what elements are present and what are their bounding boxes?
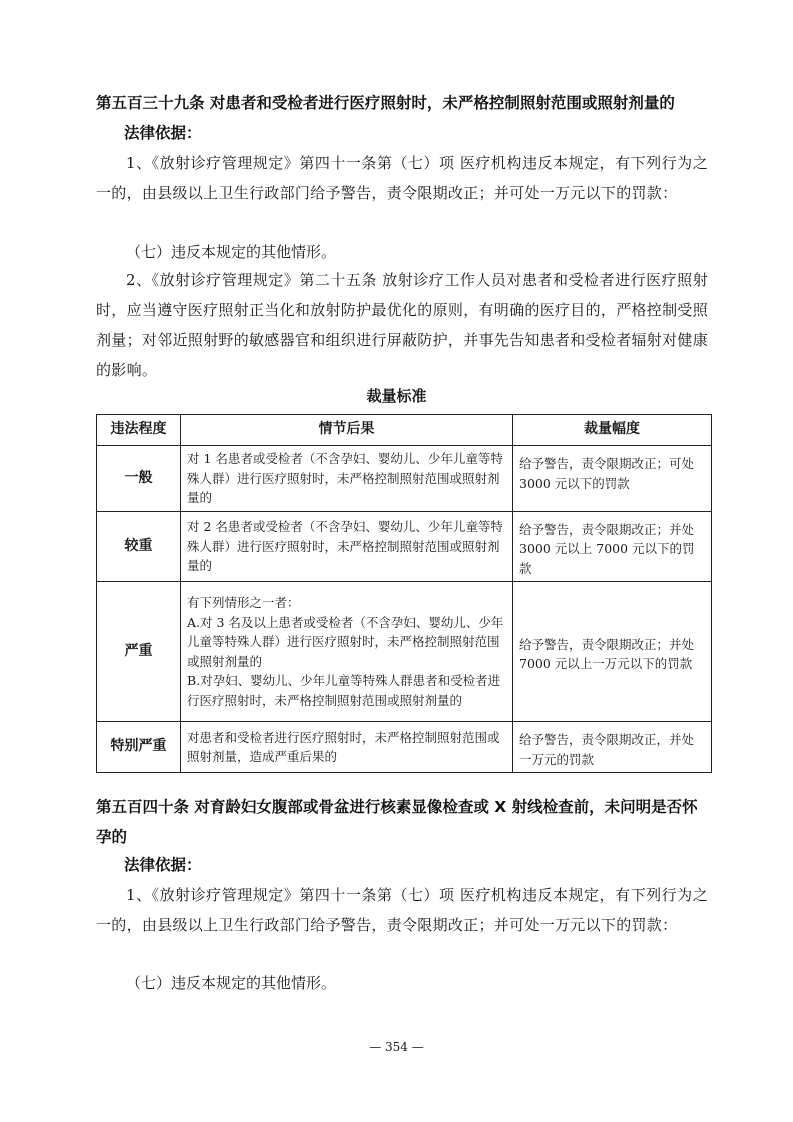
table-row xyxy=(97,582,712,722)
article-540-para-1-item: （七）违反本规定的其他情形。 xyxy=(126,974,337,992)
row-penalty: 给予警告，责令限期改正，并处一万元的罚款 xyxy=(513,722,712,773)
table-row xyxy=(97,511,712,582)
row-plot: 有下列情形之一者： A.对 3 名及以上患者或受检者（不含孕妇、婴幼儿、少年儿童等特殊人群）进行医疗照射时，未严格控制照射范围或照射剂量的 B.对孕妇、婴幼儿、少年儿童等特殊人群患者和受检者进行医疗照射时，未严格控制照射范围或照射剂量的 xyxy=(181,582,513,722)
page-number: — 354 — xyxy=(369,1040,424,1054)
table-header-row xyxy=(97,415,712,446)
row-level: 较重 xyxy=(97,511,181,582)
row-level: 一般 xyxy=(97,446,181,512)
article-540-legal-basis-label: 法律依据： xyxy=(124,856,202,874)
row-penalty: 给予警告，责令限期改正；可处 3000 元以下的罚款 xyxy=(513,446,712,512)
article-539-legal-basis-label: 法律依据： xyxy=(124,124,202,142)
table-row xyxy=(97,722,712,773)
penalty-standard-table xyxy=(96,414,712,773)
article-540-title: 第五百四十条 对育龄妇女腹部或骨盆进行核素显像检查或 X 射线检查前，未问明是否怀孕的 xyxy=(96,798,698,846)
header-penalty: 裁量幅度 xyxy=(513,415,712,446)
header-level: 违法程度 xyxy=(97,415,181,446)
article-539-para-2: 2、《放射诊疗管理规定》第二十五条 放射诊疗工作人员对患者和受检者进行医疗照射时，应当遵守医疗照射正当化和放射防护最优化的原则，有明确的医疗目的，严格控制受照剂量；对邻近照射野的敏感器官和组织进行屏蔽防护，并事先告知患者和受检者辐射对健康的影响。 xyxy=(96,271,709,379)
row-plot: 对 1 名患者或受检者（不含孕妇、婴幼儿、少年儿童等特殊人群）进行医疗照射时，未严格控制照射范围或照射剂量的 xyxy=(181,446,513,512)
article-539-title: 第五百三十九条 对患者和受检者进行医疗照射时，未严格控制照射范围或照射剂量的 xyxy=(96,94,675,112)
row-penalty: 给予警告，责令限期改正；并处 7000 元以上一万元以下的罚款 xyxy=(513,582,712,722)
table-row xyxy=(97,446,712,512)
row-penalty: 给予警告，责令限期改正；并处 3000 元以上 7000 元以下的罚款 xyxy=(513,511,712,582)
article-539-para-1: 1、《放射诊疗管理规定》第四十一条第（七）项 医疗机构违反本规定，有下列行为之一的，由县级以上卫生行政部门给予警告，责令限期改正；并可处一万元以下的罚款： xyxy=(96,154,708,202)
article-539-para-1-item: （七）违反本规定的其他情形。 xyxy=(126,243,337,261)
row-level: 特别严重 xyxy=(97,722,181,773)
header-plot: 情节后果 xyxy=(181,415,513,446)
row-level: 严重 xyxy=(97,582,181,722)
table-title: 裁量标准 xyxy=(366,387,427,405)
article-540-para-1: 1、《放射诊疗管理规定》第四十一条第（七）项 医疗机构违反本规定，有下列行为之一的，由县级以上卫生行政部门给予警告，责令限期改正；并可处一万元以下的罚款： xyxy=(96,886,708,934)
row-plot: 对患者和受检者进行医疗照射时，未严格控制照射范围或照射剂量，造成严重后果的 xyxy=(181,722,513,773)
row-plot: 对 2 名患者或受检者（不含孕妇、婴幼儿、少年儿童等特殊人群）进行医疗照射时，未严格控制照射范围或照射剂量的 xyxy=(181,511,513,582)
